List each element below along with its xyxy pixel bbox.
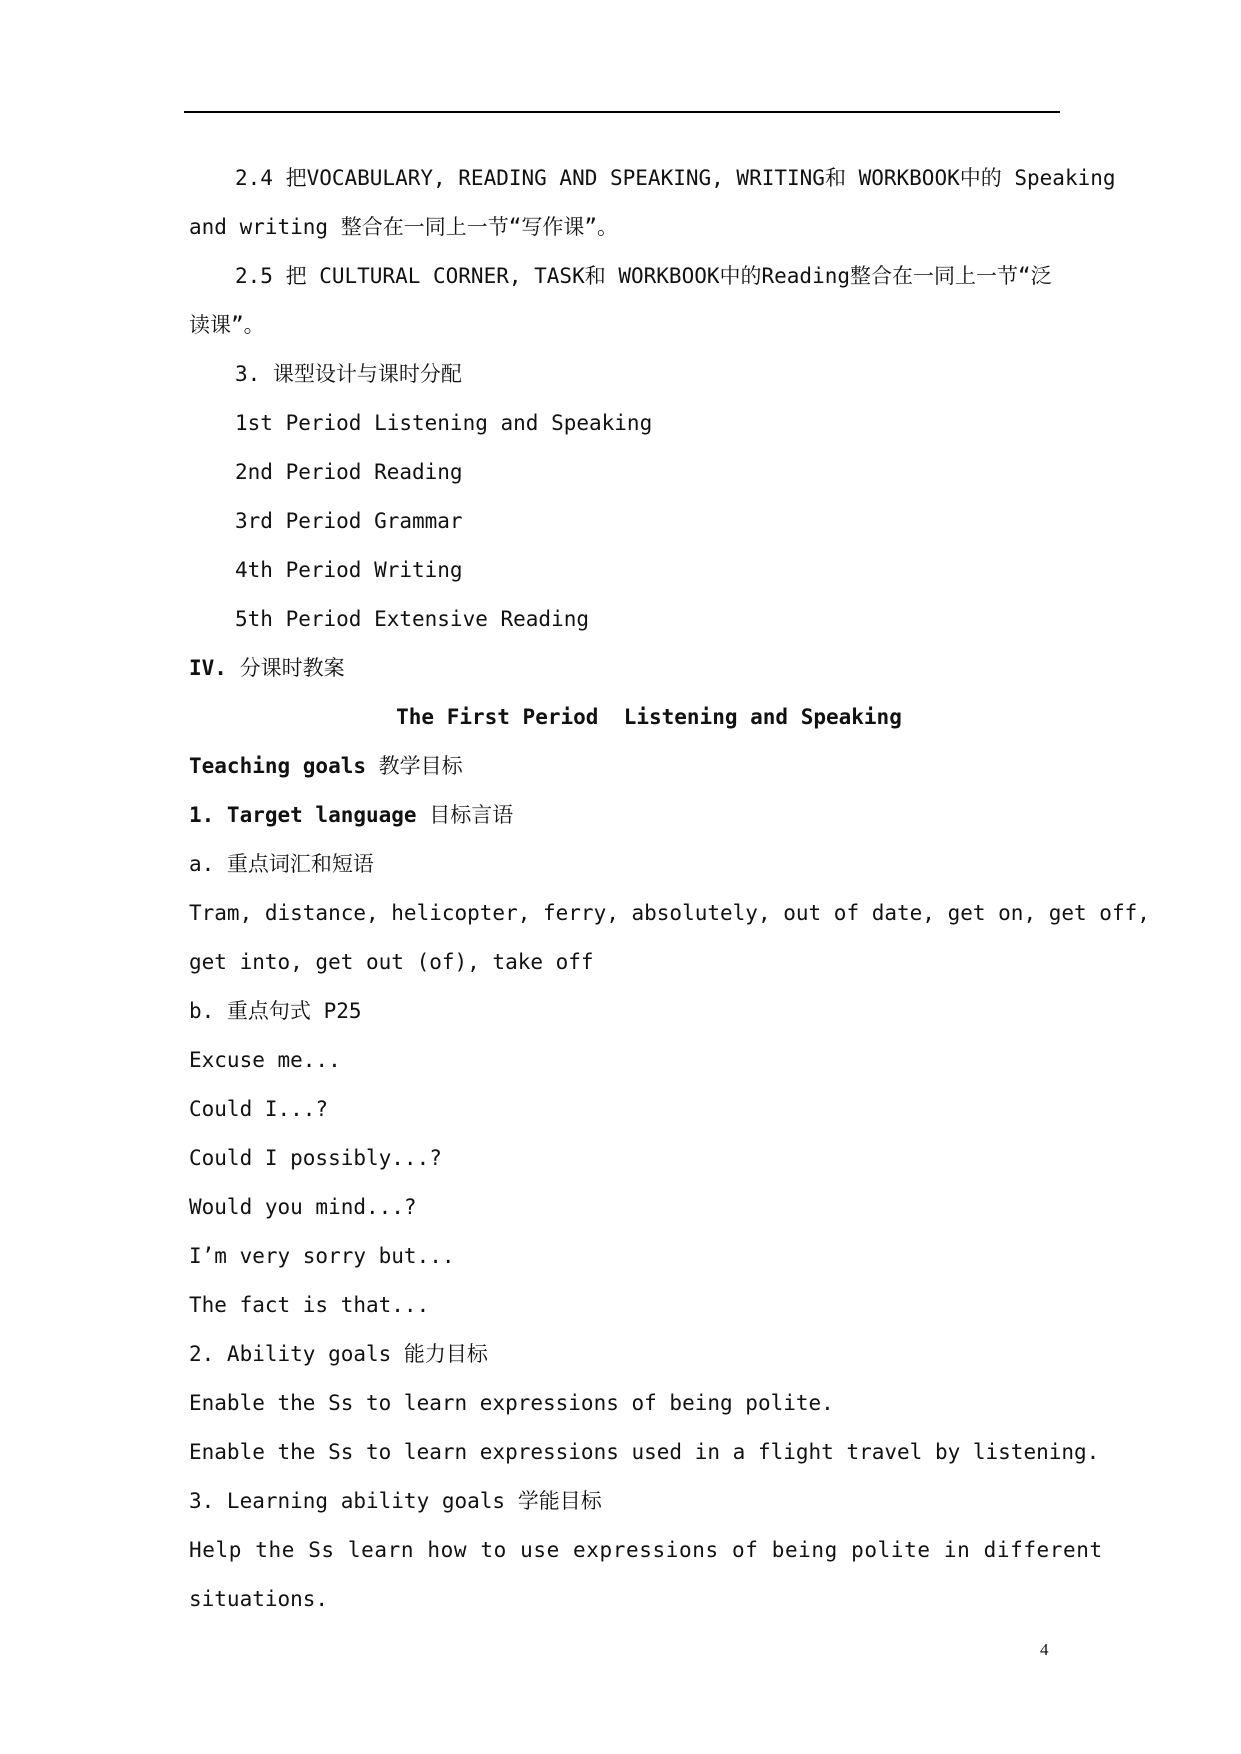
period-item: 5th Period Extensive Reading <box>235 607 590 631</box>
section-iv-text: 分课时教案 <box>239 656 345 680</box>
paragraph-2-4-continued: and writing 整合在一同上一节“写作课”。 <box>189 215 619 239</box>
period-title: The First Period Listening and Speaking <box>396 705 902 729</box>
ability-item: Enable the Ss to learn expressions used in a flight travel by listening. <box>189 1440 1100 1464</box>
paragraph-2-4: 2.4 把VOCABULARY, READING AND SPEAKING, WRITING和 WORKBOOK中的 Speaking <box>235 166 1116 190</box>
section-iv-number: IV. <box>189 656 227 680</box>
sentence-item: Excuse me... <box>189 1048 341 1072</box>
teaching-goals-cn: 教学目标 <box>378 754 463 778</box>
section-iv-heading <box>189 644 1109 693</box>
target-language-heading <box>189 791 1109 840</box>
period-item: 1st Period Listening and Speaking <box>235 411 653 435</box>
learning-line: situations. <box>189 1587 329 1611</box>
sentence-item: Would you mind...? <box>189 1195 417 1219</box>
paragraph-2-5-continued: 读课”。 <box>189 313 265 337</box>
vocab-heading: a. 重点词汇和短语 <box>189 852 374 876</box>
teaching-goals-en: Teaching goals <box>189 754 367 778</box>
paragraph-2-5: 2.5 把 CULTURAL CORNER, TASK和 WORKBOOK中的Reading整合在一同上一节“泛 <box>235 264 1052 288</box>
vocab-line: Tram, distance, helicopter, ferry, absolutely, out of date, get on, get off, <box>189 901 1150 925</box>
header-rule <box>184 111 1060 113</box>
ability-item: Enable the Ss to learn expressions of being polite. <box>189 1391 834 1415</box>
period-item: 4th Period Writing <box>235 558 463 582</box>
ability-goals-heading: 2. Ability goals 能力目标 <box>189 1342 488 1366</box>
vocab-line: get into, get out (of), take off <box>189 950 594 974</box>
learning-line: Help the Ss learn how to use expressions of being polite in different <box>189 1538 1103 1562</box>
target-language-cn: 目标言语 <box>429 803 514 827</box>
teaching-goals-heading <box>189 742 1109 791</box>
sentence-item: Could I possibly...? <box>189 1146 442 1170</box>
sentence-item: The fact is that... <box>189 1293 430 1317</box>
period-item: 3rd Period Grammar <box>235 509 463 533</box>
learning-goals-heading: 3. Learning ability goals 学能目标 <box>189 1489 602 1513</box>
sentence-item: I’m very sorry but... <box>189 1244 455 1268</box>
period-item: 2nd Period Reading <box>235 460 463 484</box>
document-body <box>189 154 1150 1624</box>
page-number: 4 <box>1040 1640 1049 1659</box>
target-language-en: 1. Target language <box>189 803 417 827</box>
sentences-heading: b. 重点句式 P25 <box>189 999 362 1023</box>
paragraph-3-heading: 3. 课型设计与课时分配 <box>235 362 462 386</box>
sentence-item: Could I...? <box>189 1097 329 1121</box>
